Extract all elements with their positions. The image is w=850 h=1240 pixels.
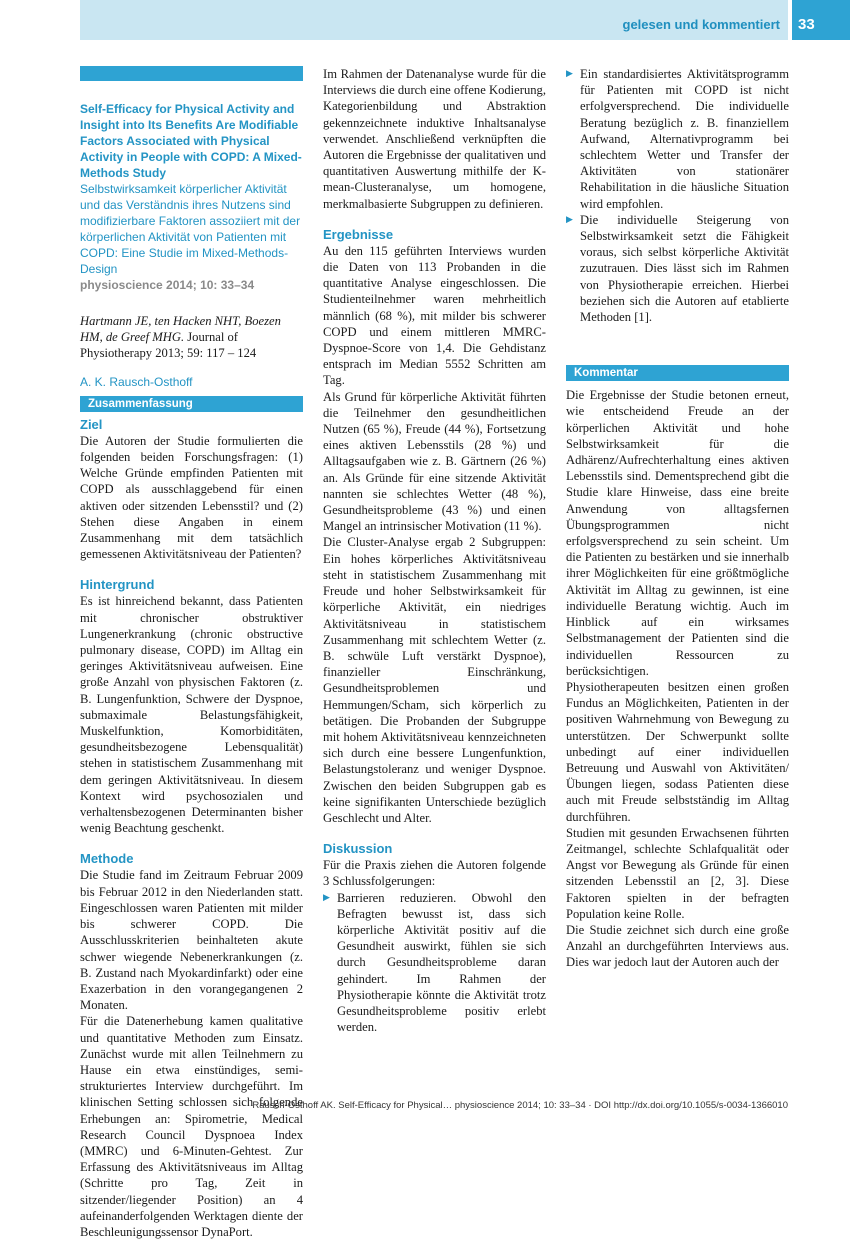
kommentar-p3: Studien mit gesunden Erwachsenen führten Zeitmangel, schlechte Schlafqualität oder Angst vor Bewegung als Gründe für einen sitzenden Lebensstil an [2, 3]. Diese Faktoren spielten in der befragten Population keine Rolle. bbox=[566, 825, 789, 921]
heading-ziel: Ziel bbox=[80, 416, 103, 432]
kommentar-bar: Kommentar bbox=[566, 365, 789, 381]
diskussion-bullet: ▶ Ein standardisiertes Aktivitätsprogramm für Patienten mit COPD ist nicht erfolgversprechend. Die individuelle Beratung bezüglich z. B. finanziellem Aufwand, Alternativprogramm bei schlechtem Wetter und Transfer der Aktivitäten von stationärer Rehabilitation in die häusliche Situation wird empfohlen. bbox=[566, 66, 789, 212]
page-footer: Rausch-Osthoff AK. Self-Efficacy for Physical… physioscience 2014; 10: 33–34 · DOI http://dx.doi.org/10.1055/s-0034-1366010 bbox=[252, 1100, 788, 1111]
kommentar-p2: Physiotherapeuten besitzen einen großen Fundus an Möglichkeiten, Patienten in der positiven Wahrnehmung von Bewegung zu unterstützen. Der Schwerpunkt sollte unbedingt auf einer individuellen Betreuung und Auswahl von Aktivitäten/Übungen liegen, sodass Patienten diese auch mit Freude selbstständig im Alltag durchführen. bbox=[566, 679, 789, 824]
diskussion-intro: Für die Praxis ziehen die Autoren folgende 3 Schlussfolgerungen: bbox=[323, 858, 546, 889]
column-1 bbox=[80, 66, 303, 1240]
ergebnisse-p3: Die Cluster-Analyse ergab 2 Subgruppen: Ein hohes körperliches Aktivitätsniveau steht in statistischem Zusammenhang mit Freude und hoher Selbstwirksamkeit für körperliche Aktivität, ein niedriges Aktivitätsniveau in statistischem Zusammenhang mit schlechtem Wetter (z. B. schwüle Luft verstärkt Dyspnoe), finanzieller Einschränkung, Gesundheitsproblemen und Hemmungen/Scham, sich körperlich zu betätigen. Die Probanden der Subgruppe mit hohem Aktivitätsniveau kennzeichneten sich durch eine bessere Lungenfunktion, Belastungstoleranz und weniger Dyspnoe. Zwischen den beiden Subgruppen gab es keine signifikanten Unterschiede bezüglich Geschlecht und Alter. bbox=[323, 535, 546, 825]
section-label: gelesen und kommentiert bbox=[622, 17, 780, 32]
heading-methode: Methode bbox=[80, 851, 134, 867]
heading-hintergrund: Hintergrund bbox=[80, 577, 155, 593]
methode-p3: Im Rahmen der Datenanalyse wurde für die Interviews die durch eine offene Kodierung, Kategorienbildung und Abstraktion gekennzeichnete induktive Inhaltsanalyse verwendet. Anschließend verknüpften die Autoren die Ergebnisse der qualitativen und quantitativen Auswertung mithilfe der K-mean-Clusteranalyse, um homogene, merkmalbasierte Subgruppen zu definieren. bbox=[323, 67, 546, 211]
reviewer: A. K. Rausch-Osthoff bbox=[80, 374, 193, 389]
article-title-en: Self-Efficacy for Physical Activity and Insight into Its Benefits Are Modifiable Factors Associated with Physical Activity in People with COPD: A Mixed-Methods Study bbox=[80, 102, 302, 180]
diskussion-list bbox=[323, 890, 546, 1036]
methode-p2: Für die Datenerhebung kamen qualitative und quantitative Methoden zum Einsatz. Zunächst wurde mit allen Teilnehmern zu Hause ein etwa einstündiges, semi-strukturiertes Interview durchgeführt. Im klinischen Setting schlossen sich folgende Erhebungen an: Spirometrie, Medical Research Council Dyspnoea Index (MMRC) und 6-Minuten-Gehtest. Zur Erfassung des Aktivitätsniveaus im Alltag (Schritte pro Tag, Zeit in sitzender/liegender Position) an 4 aufeinanderfolgenden Werktagen diente der Beschleunigungssensor DynaPort. bbox=[80, 1014, 303, 1239]
column-2 bbox=[323, 66, 546, 1035]
ziel-text: Die Autoren der Studie formulierten die folgenden beiden Forschungsfragen: (1) Welche Gründe empfinden Patienten mit COPD als ausschlaggebend für einen aktiven oder sitzenden Lebensstil? und (2) Stehen diese Angaben in einem Zusammenhang mit dem tatsächlich gemessenen Aktivitätsniveau der Patienten? bbox=[80, 433, 303, 562]
hintergrund-text: Es ist hinreichend bekannt, dass Patienten mit chronischer obstruktiver Lungenerkrankung (chronic obstructive pulmonary disease, COPD) im Alltag ein geringes Aktivitätsniveau aufweisen. Eine große Anzahl von physischen Faktoren (z. B. Lungenfunktion, Schwere der Dyspnoe, submaximale Belastungsfähigkeit, Muskelfunktion, Komorbiditäten, gesundheitsbezogene Lebensqualität) stehen in statistischem Zusammenhang mit dem geringen Aktivitätsniveau. In diesem Kontext wird psychosozialen und verhaltensbezogenen Determinanten bisher wenig Beachtung geschenkt. bbox=[80, 594, 303, 836]
kommentar-p4: Die Studie zeichnet sich durch eine große Anzahl an durchgeführten Interviews aus. Dies war jedoch laut der Autoren auch der bbox=[566, 922, 789, 970]
heading-diskussion: Diskussion bbox=[323, 841, 393, 857]
column-3 bbox=[566, 66, 789, 971]
diskussion-list-cont bbox=[566, 66, 789, 325]
methode-p1: Die Studie fand im Zeitraum Februar 2009 bis Februar 2012 in den Niederlanden statt. Eingeschlossen waren Patienten mit milder bis schwerer COPD. Die Ausschlusskriterien beinhalteten akute schwer wiegende Nebenerkrankungen (z. B. Zustand nach Myokardinfarkt) oder eine Exazerbation in den vorangegangenen 2 Monaten. bbox=[80, 868, 303, 1013]
citation bbox=[80, 313, 303, 362]
diskussion-bullet: ▶ Die individuelle Steigerung von Selbstwirksamkeit setzt die Fähigkeit voraus, sich selbst körperliche Aktivität zuzutrauen. Dies lässt sich im Rahmen von Physiotherapie erreichen. Hierbei beziehen sich die Autoren auf etablierte Methoden [1]. bbox=[566, 212, 789, 325]
ergebnisse-p2: Als Grund für körperliche Aktivität führten die Teilnehmer den gesundheitlichen Nutzen (65 %), Freude (44 %), Fortsetzung eines aktiven Lebensstils (28 %) und Alltagsaufgaben wie z. B. Gärtnern (26 %) an. Als Gründe für eine sitzende Aktivität nannten sie schlechtes Wetter (48 %), Gesundheitsprobleme (43 %) und einen Mangel an intrinsischer Motivation (11 %). bbox=[323, 389, 546, 534]
article-title-de: Selbstwirksamkeit körperlicher Aktivität und das Verständnis ihres Nutzens sind modifizierbare Faktoren assoziiert mit der körperlichen Aktivität von Patienten mit COPD: Eine Studie im Mixed-Methods-Design bbox=[80, 182, 301, 276]
header-band bbox=[80, 0, 788, 40]
kommentar-p1: Die Ergebnisse der Studie betonen erneut, wie entscheidend Freude an der körperlichen Aktivität und hohe Selbstwirksamkeit für die Adhärenz/Aufrechterhaltung eines aktiven Lebensstils sind. Dementsprechend gibt die Studie klare Hinweise, dass eine breite Anwendung von alltagsfernen Übungsprogrammen nicht erfolgsversprechend zu sein scheint. Um die Patienten zu bestärken und sie innerhalb ihrer Möglichkeiten für eine größtmögliche Aktivität im Alltag zu gewinnen, ist eine individuelle Beratung wichtig. Auch im Hinblick auf ein wirksames Selbstmanagement der Patienten sind die individuellen Ressourcen zu berücksichtigen. bbox=[566, 388, 789, 678]
authors: Hartmann JE, ten Hacken NHT, Boezen HM, de Greef MHG. bbox=[80, 314, 281, 345]
journal: Journal of Physiotherapy 2013; 59: 117 – 124 bbox=[80, 330, 257, 361]
article-source: physioscience 2014; 10: 33–34 bbox=[80, 278, 255, 292]
page-number: 33 bbox=[792, 0, 850, 40]
diskussion-bullet: ▶ Barrieren reduzieren. Obwohl den Befragten bewusst ist, dass sich körperliche Aktivität positiv auf die Gesundheit auswirkt, fühlen sie sich durch Gesundheitsprobleme daran gehindert. Im Rahmen der Physiotherapie könnte die Aktivität trotz Gesundheitsprobleme positiv erlebt werden. bbox=[323, 890, 546, 1036]
article-bar bbox=[80, 66, 303, 81]
ergebnisse-p1: Au den 115 geführten Interviews wurden die Daten von 113 Probanden in die quantitative Analyse eingeschlossen. Die Studienteilnehmer waren mehrheitlich männlich (68 %), mit milder bis schwerer COPD und einem mittleren MMRC-Dyspnoe-Score von 1,4. Die Gehdistanz entsprach im Median 5552 Schritten am Tag. bbox=[323, 243, 546, 388]
heading-ergebnisse: Ergebnisse bbox=[323, 226, 394, 242]
summary-bar: Zusammenfassung bbox=[80, 396, 303, 412]
